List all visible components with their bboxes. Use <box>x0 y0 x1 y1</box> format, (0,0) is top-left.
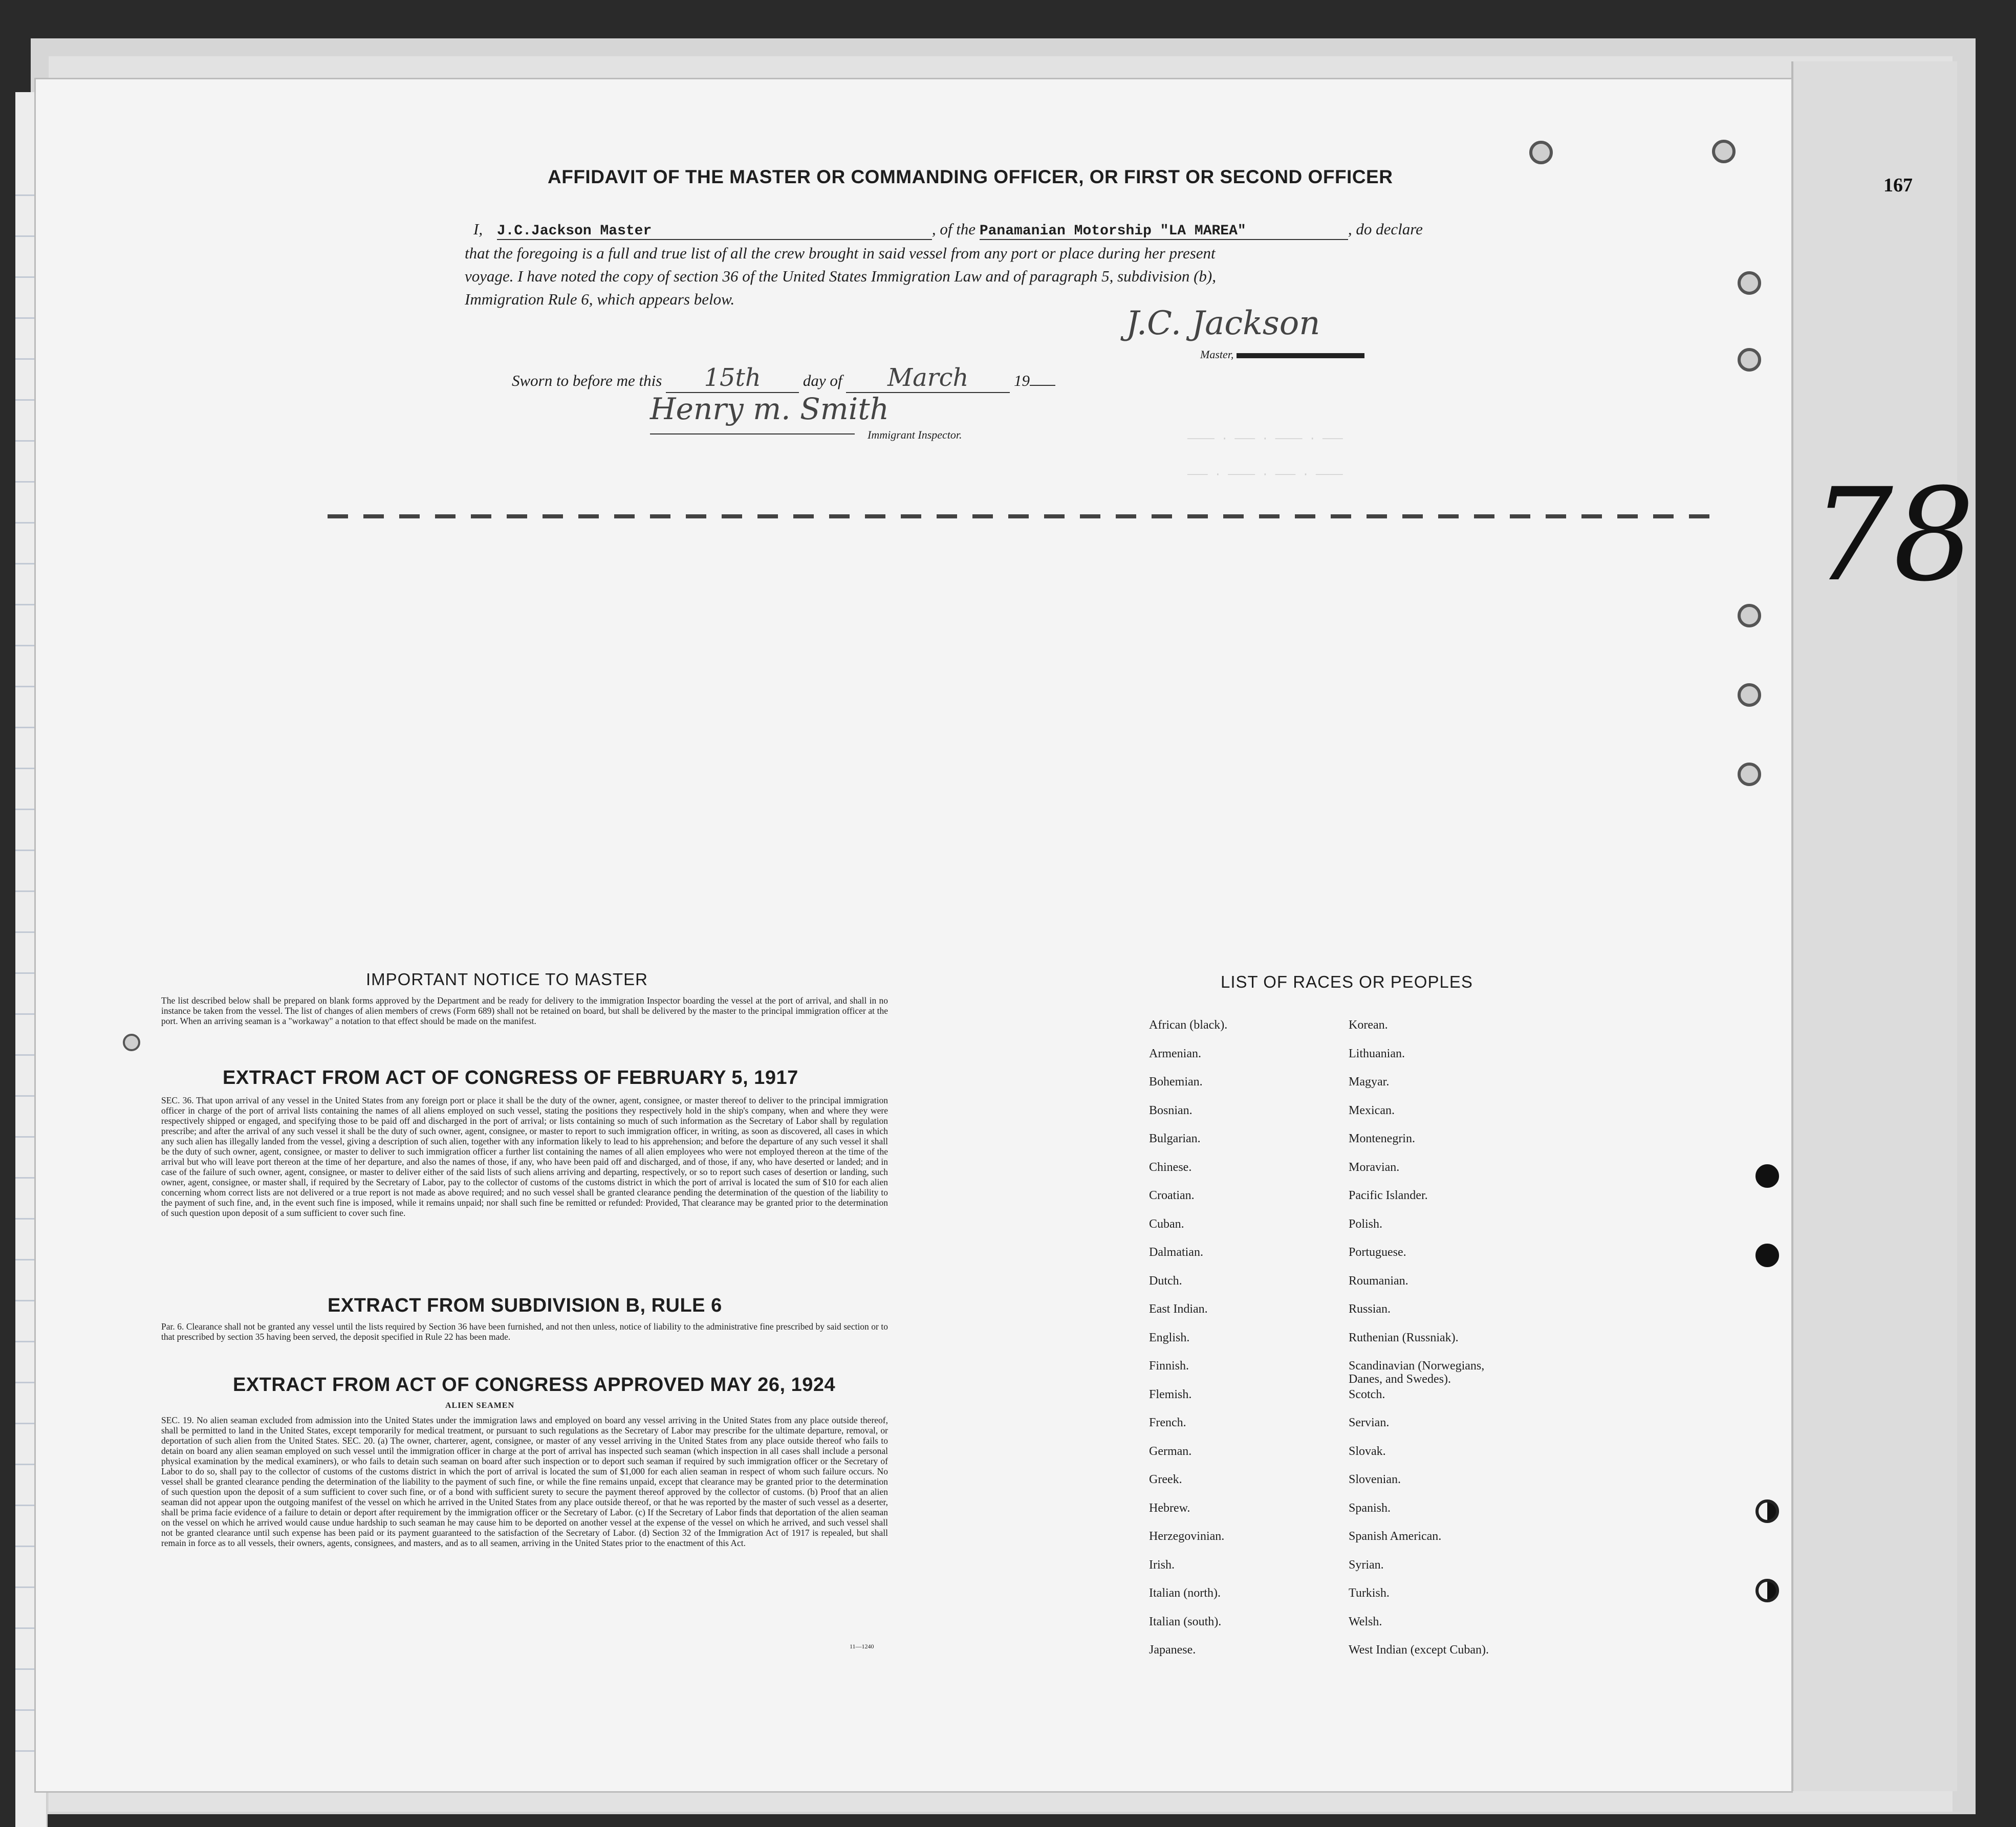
punch-hole-icon <box>1738 763 1761 786</box>
races-left-column <box>1149 1018 1227 1672</box>
race-item: Hebrew. <box>1149 1501 1190 1515</box>
race-item: Polish. <box>1349 1217 1383 1231</box>
race-item: Pacific Islander. <box>1349 1189 1428 1202</box>
race-item: Turkish. <box>1349 1586 1390 1600</box>
race-item: Bulgarian. <box>1149 1132 1201 1145</box>
affidavit-line-2: that the foregoing is a full and true list of all the crew brought in said vessel from any port or place during her present <box>465 244 1216 262</box>
race-item: Chinese. <box>1149 1160 1192 1174</box>
race-item: German. <box>1149 1444 1192 1458</box>
race-item: Irish. <box>1149 1558 1175 1572</box>
punch-hole-icon <box>123 1034 140 1051</box>
master-name-field: J.C.Jackson Master <box>497 220 932 240</box>
sworn-line <box>512 363 1055 393</box>
race-item: Finnish. <box>1149 1359 1189 1373</box>
vessel-field: Panamanian Motorship "LA MAREA" <box>980 220 1348 240</box>
race-item: Syrian. <box>1349 1558 1384 1572</box>
rule-6-title: EXTRACT FROM SUBDIVISION B, RULE 6 <box>328 1295 722 1316</box>
race-item: Roumanian. <box>1349 1274 1408 1288</box>
race-item: Spanish American. <box>1349 1530 1442 1543</box>
race-item: Servian. <box>1349 1416 1390 1429</box>
punch-hole-icon <box>1738 683 1761 707</box>
year-prefix: 19 <box>1013 372 1030 389</box>
race-item: Lithuanian. <box>1349 1047 1405 1060</box>
punch-hole-icon <box>1738 604 1761 627</box>
bleed-through-text: ———— · ——— · ———— · ——— <box>1187 432 1343 445</box>
alien-seamen-subtitle: ALIEN SEAMEN <box>445 1401 515 1410</box>
punch-hole-icon <box>1529 141 1553 164</box>
underlying-page-edge <box>1791 61 1957 1791</box>
affidavit-pronoun: I, <box>473 220 483 238</box>
race-item: Armenian. <box>1149 1047 1201 1060</box>
race-item: Cuban. <box>1149 1217 1184 1231</box>
race-item: Croatian. <box>1149 1189 1195 1202</box>
extract-1924-body: SEC. 19. No alien seaman excluded from admission into the United States under the immigration laws and employed on board any vessel arriving in the United States from any place outside thereof, shall be permitted to land in the United States, except temporarily for medical treatment, or pursuant to such regulations as the Secretary of Labor may prescribe for the ultimate departure, removal, or deportation of such alien from the United States. SEC. 20. (a) The owner, charterer, agent, consignee, or master of any vessel arriving in the United States from any place outside thereof who fails to detain on board any alien seaman employed on such vessel until the immigration officer in charge at the port of arrival has inspected such seaman (which inspection in all cases shall include a personal physical examination by the medical examiners), or who fails to detain such seaman on board after such inspection or to deport such seaman if required by such immigration officer or the Secretary of Labor to do so, shall pay to the collector of customs of the customs district in which the port of arrival is located the sum of $1,000 for each alien seaman in respect of whom such failure occurs. No vessel shall be granted clearance pending the determination of the liability to the payment of such fine, or while the fine remains unpaid, except that clearance may be granted prior to the determination of such question upon the deposit of a sum sufficient to cover such fine, or of a bond with sufficient surety to secure the payment thereof approved by the collector of customs. (b) Proof that an alien seaman did not appear upon the outgoing manifest of the vessel on which he arrived in the United States from any place outside thereof, or that he was reported by the master of such vessel as a deserter, shall be prima facie evidence of a failure to detain or deport after requirement by the immigration officer or the Secretary of Labor. (c) If the Secretary of Labor finds that deportation of the alien seaman on the vessel on which he arrived would cause undue hardship to such seaman he may cause him to be deported on another vessel at the expense of the vessel on which he arrived, and such vessel shall not be granted clearance until such expense has been paid or its payment guaranteed to the satisfaction of the Secretary of Labor. (d) Section 32 of the Immigration Act of 1917 is repealed, but shall remain in force as to all vessels, their owners, agents, consignees, and masters, and as to all seamen, arriving in the United States prior to the enactment of this Act. <box>161 1415 888 1548</box>
bleed-through-text: ——— · ———— · ——— · ———— <box>1187 468 1343 481</box>
race-item: English. <box>1149 1331 1190 1344</box>
extract-1924-title: EXTRACT FROM ACT OF CONGRESS APPROVED MAY 26, 1924 <box>233 1374 836 1396</box>
affidavit-line-3: voyage. I have noted the copy of section 36 of the United States Immigration Law and of paragraph 5, subdivision (b), <box>465 267 1216 285</box>
race-item: Portuguese. <box>1349 1246 1406 1259</box>
punch-hole-icon <box>1755 1579 1779 1602</box>
rule-6-body: Par. 6. Clearance shall not be granted any vessel until the lists required by Section 36 have been furnished, and not then unless, notice of liability to the administrative fine prescribed by said section or to that prescribed by section 35 having been served, the deposit specified in Rule 22 has been made. <box>161 1321 888 1342</box>
month-field: March <box>846 363 1010 393</box>
race-item: Montenegrin. <box>1349 1132 1415 1145</box>
races-right-column <box>1349 1018 1507 1672</box>
race-item: Slovenian. <box>1349 1473 1401 1486</box>
race-item: West Indian (except Cuban). <box>1349 1643 1489 1657</box>
page-number: 167 <box>1883 175 1913 196</box>
margin-note: 78 <box>1812 461 1975 610</box>
document-page <box>36 79 1791 1791</box>
affidavit-title: AFFIDAVIT OF THE MASTER OR COMMANDING OFFICER, OR FIRST OR SECOND OFFICER <box>548 166 1393 187</box>
race-item: Italian (south). <box>1149 1615 1222 1628</box>
race-item: Dalmatian. <box>1149 1246 1203 1259</box>
punch-hole-icon <box>1755 1244 1779 1267</box>
race-item: Italian (north). <box>1149 1586 1221 1600</box>
punch-hole-icon <box>1738 271 1761 295</box>
race-item: Welsh. <box>1349 1615 1382 1628</box>
notice-title: IMPORTANT NOTICE TO MASTER <box>366 970 648 989</box>
form-code: 11—1240 <box>850 1643 874 1650</box>
race-item: French. <box>1149 1416 1186 1429</box>
race-item: Slovak. <box>1349 1444 1386 1458</box>
punch-hole-icon <box>1755 1499 1779 1523</box>
race-item: East Indian. <box>1149 1302 1208 1316</box>
day-of-label: day of <box>803 372 842 389</box>
sworn-prefix: Sworn to before me this <box>512 372 662 389</box>
day-field: 15th <box>666 363 799 393</box>
race-item: Japanese. <box>1149 1643 1196 1657</box>
torn-separator-line <box>328 514 1709 518</box>
punch-hole-icon <box>1738 348 1761 372</box>
race-item: Herzegovinian. <box>1149 1530 1225 1543</box>
race-item: Mexican. <box>1349 1103 1395 1117</box>
affidavit-line-4: Immigration Rule 6, which appears below. <box>465 290 735 308</box>
race-item: Scotch. <box>1349 1387 1385 1401</box>
master-signature: J.C. Jackson <box>1126 304 1320 342</box>
race-item: Bohemian. <box>1149 1075 1203 1089</box>
year-field <box>1030 385 1055 386</box>
race-item: African (black). <box>1149 1018 1228 1032</box>
race-item: Russian. <box>1349 1302 1391 1316</box>
master-label: Master, <box>1200 348 1364 361</box>
race-item: Magyar. <box>1349 1075 1390 1089</box>
race-item: Greek. <box>1149 1473 1182 1486</box>
notice-body: The list described below shall be prepared on blank forms approved by the Department and be ready for delivery to the immigration Inspector boarding the vessel at the port of arrival, and shall in no instance be taken from the vessel. The list of changes of alien members of crews (Form 689) shall not be retained on board, but shall be delivered by the master to the principal immigration officer at the port. When an arriving seaman is a "workaway" a notation to that effect should be made on the manifest. <box>161 995 888 1026</box>
extract-1917-body: SEC. 36. That upon arrival of any vessel in the United States from any foreign port or place it shall be the duty of the owner, agent, consignee, or master thereof to deliver to the principal immigration officer in charge of the port of arrival lists containing the names of all aliens employed on such vessel, stating the positions they respectively hold in the ship's company, when and where they were respectively shipped or engaged, and specifying those to be paid off and discharged in the port of arrival; or lists containing so much of such information as the Secretary of Labor shall by regulation prescribe; and after the arrival of any such vessel it shall be the duty of such owner, agent, consignee, or master to report to such immigration officer, in writing, as soon as discovered, all cases in which any such alien has illegally landed from the vessel, giving a description of such alien, together with any information likely to lead to his apprehension; and before the departure of any such vessel it shall be the duty of such owner, agent, consignee, or master to deliver to such immigration officer a further list containing the names of all alien employees who were not employed thereon at the time of the arrival but who will leave port thereon at the time of her departure, and also the names of those, if any, who have been paid off and discharged, and of those, if any, who have deserted or landed; and in case of the failure of such owner, agent, consignee, or master to deliver either of the said lists of such aliens arriving and departing, respectively, or so to report such cases of desertion or landing, such owner, agent, consignee, or master shall, if required by the Secretary of Labor, pay to the collector of customs of the customs district in which the port of arrival is located the sum of $10 for each alien concerning whom correct lists are not delivered or a true report is not made as above required; and no such vessel shall be granted clearance pending the determination of the question of the liability to the payment of such fine, and, in the event such fine is imposed, while it remains unpaid; nor shall such fine be remitted or refunded: Provided, That clearance may be granted prior to the determination of such question upon deposit of a sum sufficient to cover such fine. <box>161 1095 888 1218</box>
do-declare-label: , do declare <box>1348 220 1423 238</box>
race-item: Spanish. <box>1349 1501 1391 1515</box>
affidavit-line-1 <box>473 220 1423 240</box>
inspector-signature: Henry m. Smith <box>650 391 890 426</box>
extract-1917-title: EXTRACT FROM ACT OF CONGRESS OF FEBRUARY 5, 1917 <box>223 1067 798 1089</box>
punch-hole-icon <box>1712 140 1736 163</box>
races-title: LIST OF RACES OR PEOPLES <box>1221 972 1473 991</box>
race-item: Korean. <box>1349 1018 1388 1032</box>
race-item: Moravian. <box>1349 1160 1400 1174</box>
inspector-signature-line <box>650 433 855 434</box>
inspector-label: Immigrant Inspector. <box>868 428 962 441</box>
of-the-label: , of the <box>931 220 976 238</box>
race-item: Ruthenian (Russniak). <box>1349 1331 1459 1344</box>
race-item: Dutch. <box>1149 1274 1182 1288</box>
race-item: Scandinavian (Norwegians, Danes, and Swedes). <box>1349 1359 1485 1386</box>
race-item: Bosnian. <box>1149 1103 1193 1117</box>
punch-hole-icon <box>1755 1164 1779 1188</box>
race-item: Flemish. <box>1149 1387 1192 1401</box>
